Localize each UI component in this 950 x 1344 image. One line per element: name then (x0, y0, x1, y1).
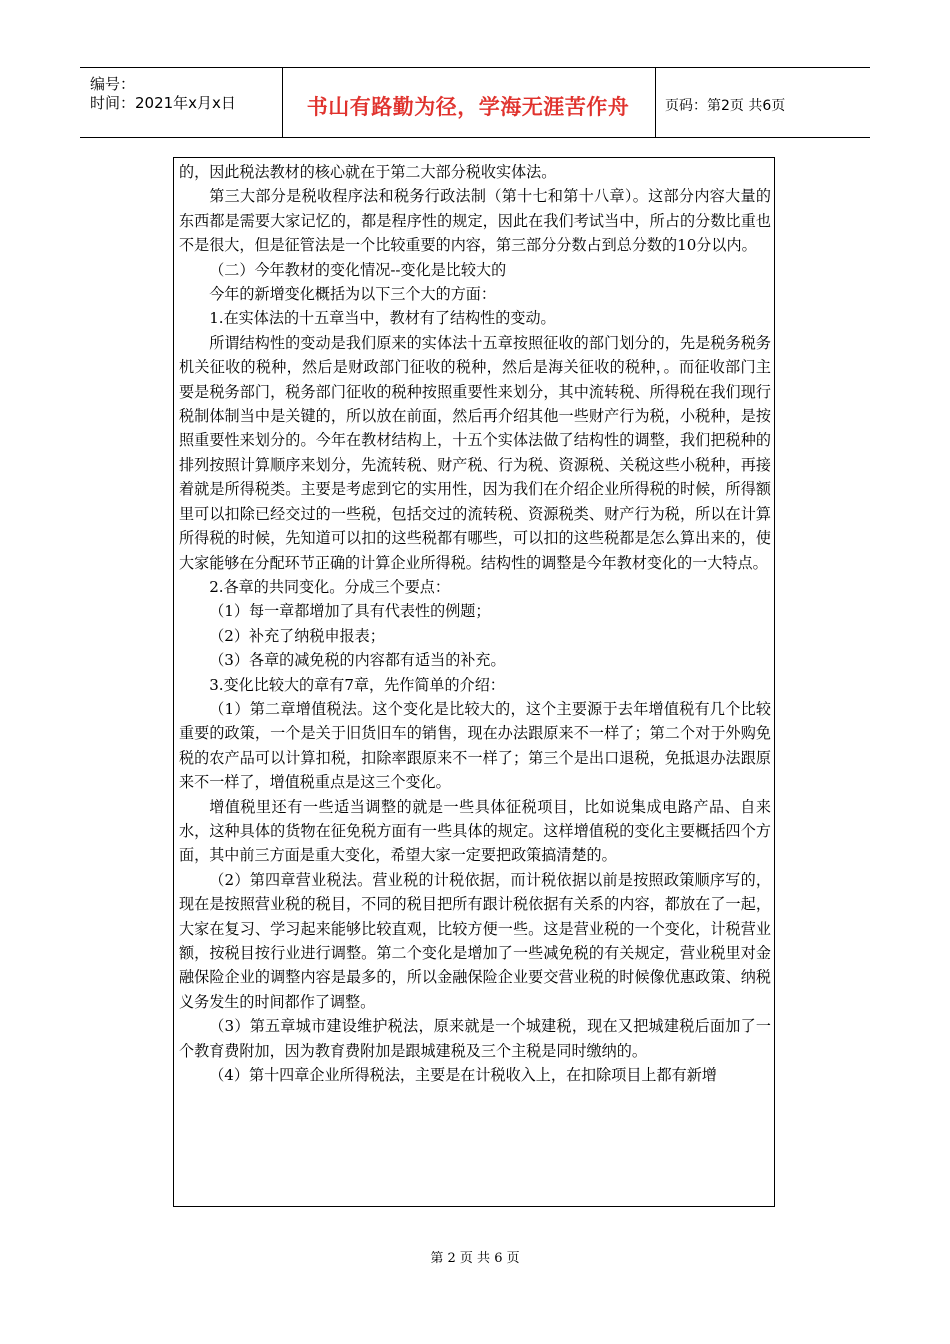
paragraph: 3.变化比较大的章有7章，先作简单的介绍： (209, 675, 505, 694)
list-item: （3）各章的减免税的内容都有适当的补充。 (209, 651, 506, 670)
paragraph: 所谓结构性的变动是我们原来的实体法十五章按照征收的部门划分的，先是税务税务机关征收的税种，然后是财政部门征收的税种，然后是海关征收的税种，。而征收部门主要是税务部门，税务部门征收的税种按照重要性来划分，其中流转税、所得税在我们现行税制体制当中是关键的，所以放在前面，然后再介绍其他一些财产行为税，小税种，是按照重要性来划分的。今年在教材结构上，十五个实体法做了结构性的调整，我们把税种的排列按照计算顺序来划分，先流转税、财产税、行为税、资源税、关税这些小税种，再接着就是所得税类。主要是考虑到它的实用性，因为我们在介绍企业所得税的时候，所得额里可以扣除已经交过的一些税，包括交过的流转税、资源税类、财产行为税，所以在计算所得税的时候，先知道可以扣的这些税都有哪些，可以扣的这些税都是怎么算出来的，使大家能够在分配环节正确的计算企业所得税。结构性的调整是今年教材变化的一大特点。 (179, 333, 771, 572)
paragraph: （2）第四章营业税法。营业税的计税依据，而计税依据以前是按照政策顺序写的，现在是按照营业税的税目，不同的税目把所有跟计税依据有关系的内容，都放在了一起，大家在复习、学习起来能够比较直观，比较方便一些。这是营业税的一个变化，计税营业额，按税目按行业进行调整。第二个变化是增加了一些减免税的有关规定，营业税里对金融保险企业的调整内容是最多的，所以金融保险企业要交营业税的时候像优惠政策、纳税义务发生的时间都作了调整。 (179, 870, 771, 1011)
paragraph: 增值税里还有一些适当调整的就是一些具体征税项目，比如说集成电路产品、自来水，这种具体的货物在征免税方面有一些具体的规定。这样增值税的变化主要概括四个方面，其中前三方面是重大变化，希望大家一定要把政策搞清楚的。 (179, 797, 771, 865)
header-number-label: 编号： (90, 75, 136, 93)
paragraph: 第三大部分是税收程序法和税务行政法制（第十七和第十八章）。这部分内容大量的东西都是需要大家记忆的，都是程序性的规定，因此在我们考试当中，所占的分数比重也不是很大，但是征管法是一个比较重要的内容，第三部分分数占到总分数的10分以内。 (179, 187, 771, 255)
paragraph: （1）第二章增值税法。这个变化是比较大的，这个主要源于去年增值税有几个比较重要的政策，一个是关于旧货旧车的销售，现在办法跟原来不一样了；第二个对于外购免税的农产品可以计算扣税，扣除率跟原来不一样了；第三个是出口退税，免抵退办法跟原来不一样了，增值税重点是这三个变化。 (179, 699, 771, 792)
paragraph: 今年的新增变化概括为以下三个大的方面： (209, 285, 496, 304)
paragraph: 的，因此税法教材的核心就在于第二大部分税收实体法。 (179, 163, 557, 181)
list-item: （2）补充了纳税申报表； (209, 626, 385, 645)
content-box (173, 157, 775, 1207)
section-heading: （二）今年教材的变化情况--变化是比较大的 (209, 260, 507, 279)
content-body (179, 160, 771, 1087)
list-item: （1）每一章都增加了具有代表性的例题； (209, 602, 491, 621)
page-header (80, 67, 870, 138)
header-motto: 书山有路勤为径，学海无涯苦作舟 (306, 95, 630, 119)
header-page-label: 页码：第2页 共6页 (665, 98, 786, 114)
page-footer: 第 2 页 共 6 页 (430, 1251, 520, 1266)
header-page-cell (657, 68, 870, 137)
paragraph: 1.在实体法的十五章当中，教材有了结构性的变动。 (209, 309, 556, 328)
header-motto-cell (283, 68, 653, 137)
paragraph: （4）第十四章企业所得税法，主要是在计税收入上，在扣除项目上都有新增 (209, 1066, 717, 1085)
header-date-label: 时间：2021年x月x日 (90, 94, 236, 112)
header-divider-right (655, 68, 656, 137)
header-meta (80, 68, 280, 137)
paragraph: （3）第五章城市建设维护税法，原来就是一个城建税，现在又把城建税后面加了一个教育费附加，因为教育费附加是跟城建税及三个主税是同时缴纳的。 (179, 1017, 771, 1060)
paragraph: 2.各章的共同变化。分成三个要点： (209, 577, 450, 596)
